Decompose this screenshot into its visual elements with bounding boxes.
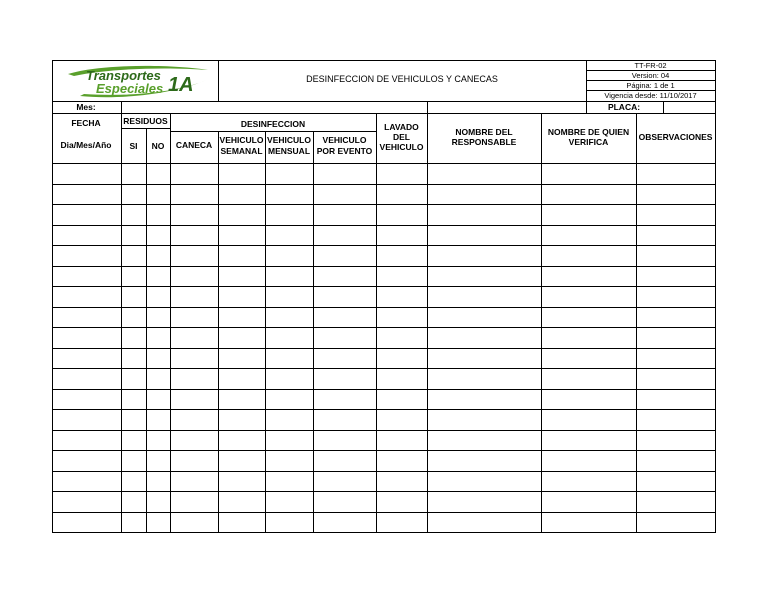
month-field[interactable] [121,101,427,113]
logo-line2: Especiales [96,81,164,96]
company-logo [60,62,210,100]
col-fecha: FECHA [71,118,101,128]
col-residuos: RESIDUOS [123,116,168,126]
col-verifica-1: NOMBRE DE QUIEN [547,127,630,137]
logo-line1: Transportes [86,68,161,83]
table-row-divider [52,450,715,451]
table-row-divider [52,430,715,431]
table-row-divider [52,409,715,410]
table-row-divider [52,327,715,328]
table-row-divider [52,389,715,390]
document-title: DESINFECCION DE VEHICULOS Y CANECAS [306,74,498,84]
col-veh-mensual-2: MENSUAL [267,146,311,156]
col-responsable-1: NOMBRE DEL [455,127,513,137]
col-lavado-1: LAVADO [384,122,419,132]
table-row-divider [52,491,715,492]
plate-label: PLACA: [607,102,641,112]
col-veh-semanal-1: VEHICULO [219,135,264,145]
col-veh-mensual-1: VEHICULO [267,135,311,145]
document-code: TT-FR-02 [634,61,667,70]
document-version: Version: 04 [631,71,670,80]
table-row-divider [52,512,715,513]
col-fecha-sub: Dia/Mes/Año [60,140,112,150]
logo-mark: 1A [168,74,194,96]
plate-field[interactable] [663,101,715,113]
table-row-divider [52,307,715,308]
table-row-divider [52,245,715,246]
col-verifica-2: VERIFICA [568,137,609,147]
table-row-divider [52,266,715,267]
document-page: Página: 1 de 1 [626,81,675,90]
col-lavado-3: VEHICULO [379,142,424,152]
col-desinfeccion: DESINFECCION [240,119,306,129]
document-valid-from: Vigencia desde: 11/10/2017 [604,91,697,100]
col-veh-evento-1: VEHICULO [322,135,367,145]
table-row-divider [52,368,715,369]
col-responsable-2: RESPONSABLE [451,137,517,147]
col-lavado-2: DEL [393,132,410,142]
col-veh-evento-2: POR EVENTO [316,146,373,156]
table-row-divider [52,204,715,205]
table-row-divider [52,348,715,349]
table-row-divider [52,225,715,226]
col-no: NO [151,141,165,151]
table-row-divider [52,184,715,185]
col-veh-semanal-2: SEMANAL [220,146,263,156]
col-si: SI [129,141,138,151]
col-observaciones: OBSERVACIONES [638,132,713,142]
month-label: Mes: [76,102,96,112]
table-row-divider [52,471,715,472]
col-caneca: CANECA [175,140,213,150]
table-row-divider [52,286,715,287]
